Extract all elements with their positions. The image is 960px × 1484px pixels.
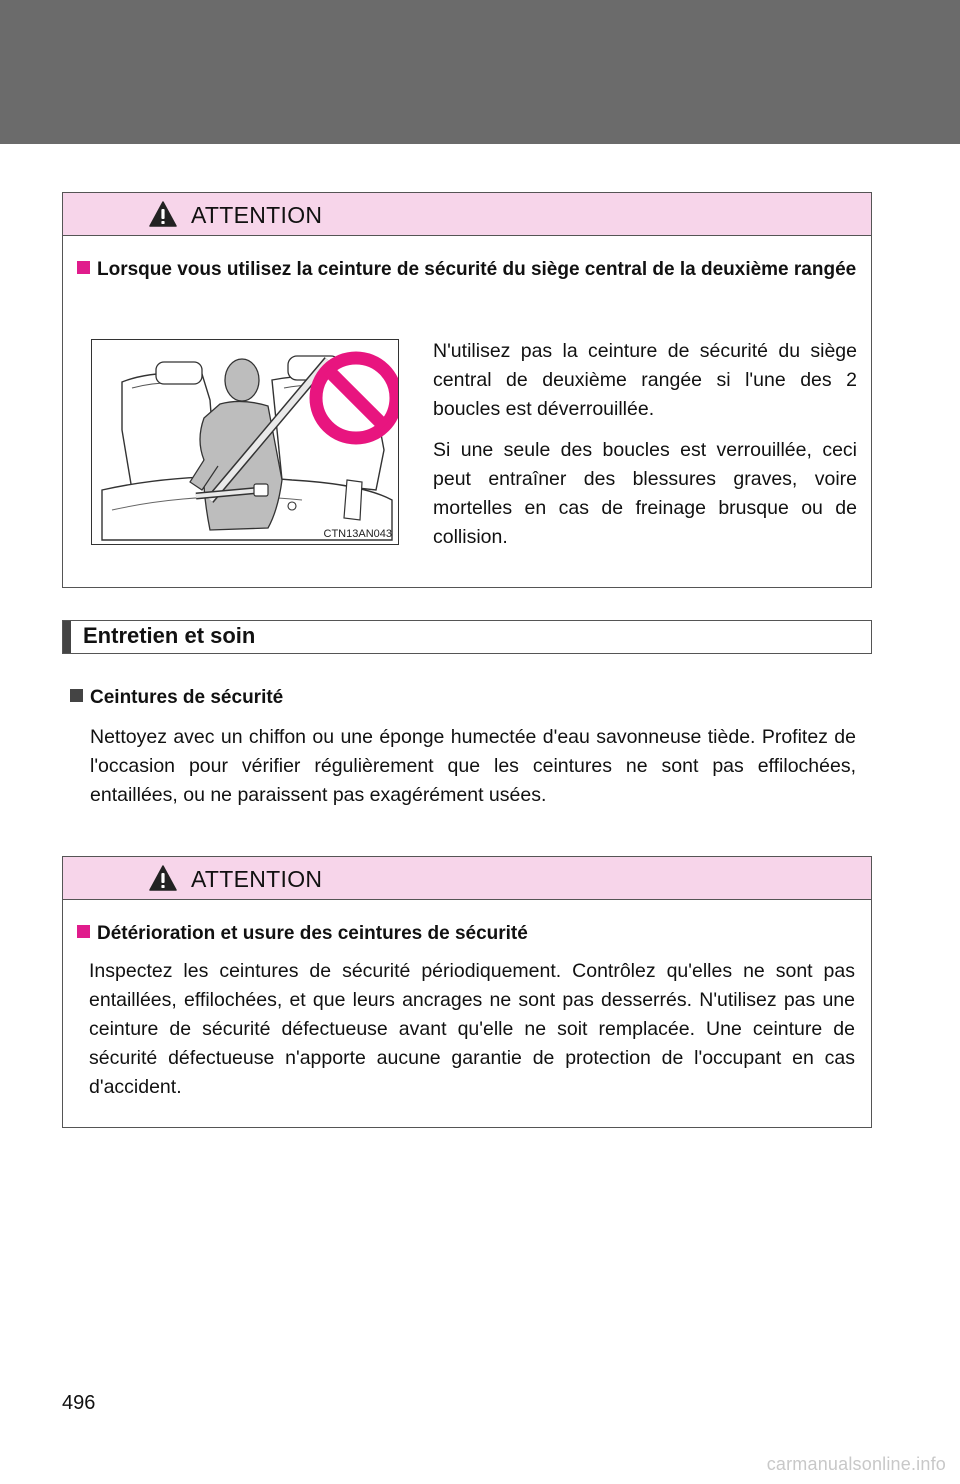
warning-box-second-row-belt (62, 192, 872, 588)
section-heading-bar (62, 620, 872, 654)
prohibition-icon (316, 358, 396, 438)
warning-header (63, 857, 871, 900)
warning-heading: Lorsque vous utilisez la ceinture de sécurité du siège central de la deuxième rangée (77, 255, 857, 284)
square-bullet-icon (77, 925, 90, 938)
square-bullet-icon (70, 689, 83, 702)
warning-triangle-icon (149, 201, 177, 227)
warning-title: ATTENTION (191, 202, 323, 228)
section-marker (63, 621, 71, 653)
section-title: Entretien et soin (83, 623, 256, 648)
watermark: carmanualsonline.info (766, 1454, 946, 1474)
warning-body (433, 337, 857, 564)
square-bullet-icon (77, 261, 90, 274)
warning-header (63, 193, 871, 236)
warning-body: Inspectez les ceintures de sécurité périodiquement. Contrôlez qu'elles ne sont pas entaillées, effilochées, et que leurs ancrages ne sont pas desserrés. N'utilisez pas une ceinture de sécurité défectueuse avant qu'elle ne soit remplacée. Une ceinture de sécurité défectueuse n'apporte aucune garantie de protection de l'occupant en cas d'accident. (89, 960, 855, 1098)
warning-box-belt-wear (62, 856, 872, 1128)
warning-title: ATTENTION (191, 866, 323, 892)
warning-triangle-icon (149, 865, 177, 891)
warning-heading: Détérioration et usure des ceintures de sécurité (77, 919, 528, 948)
warning-paragraph: N'utilisez pas la ceinture de sécurité du siège central de deuxième rangée si l'une des 2 boucles est déverrouillée. (433, 340, 857, 420)
sub-heading: Ceintures de sécurité (70, 683, 283, 712)
seat-occupant-drawing (92, 340, 398, 544)
page-number: 496 (62, 1392, 96, 1414)
page-header-band (0, 0, 960, 144)
warning-paragraph: Si une seule des boucles est verrouillée, ceci peut entraîner des blessures graves, voire mortelles en cas de freinage brusque ou de collision. (433, 439, 857, 548)
seatbelt-illustration (91, 339, 399, 545)
section-body: Nettoyez avec un chiffon ou une éponge humectée d'eau savonneuse tiède. Profitez de l'occasion pour vérifier régulièrement que les ceintures ne sont pas effilochées, entaillées, ou ne paraissent pas exagérément usées. (90, 726, 856, 806)
figure-code: CTN13AN043 (323, 528, 392, 540)
